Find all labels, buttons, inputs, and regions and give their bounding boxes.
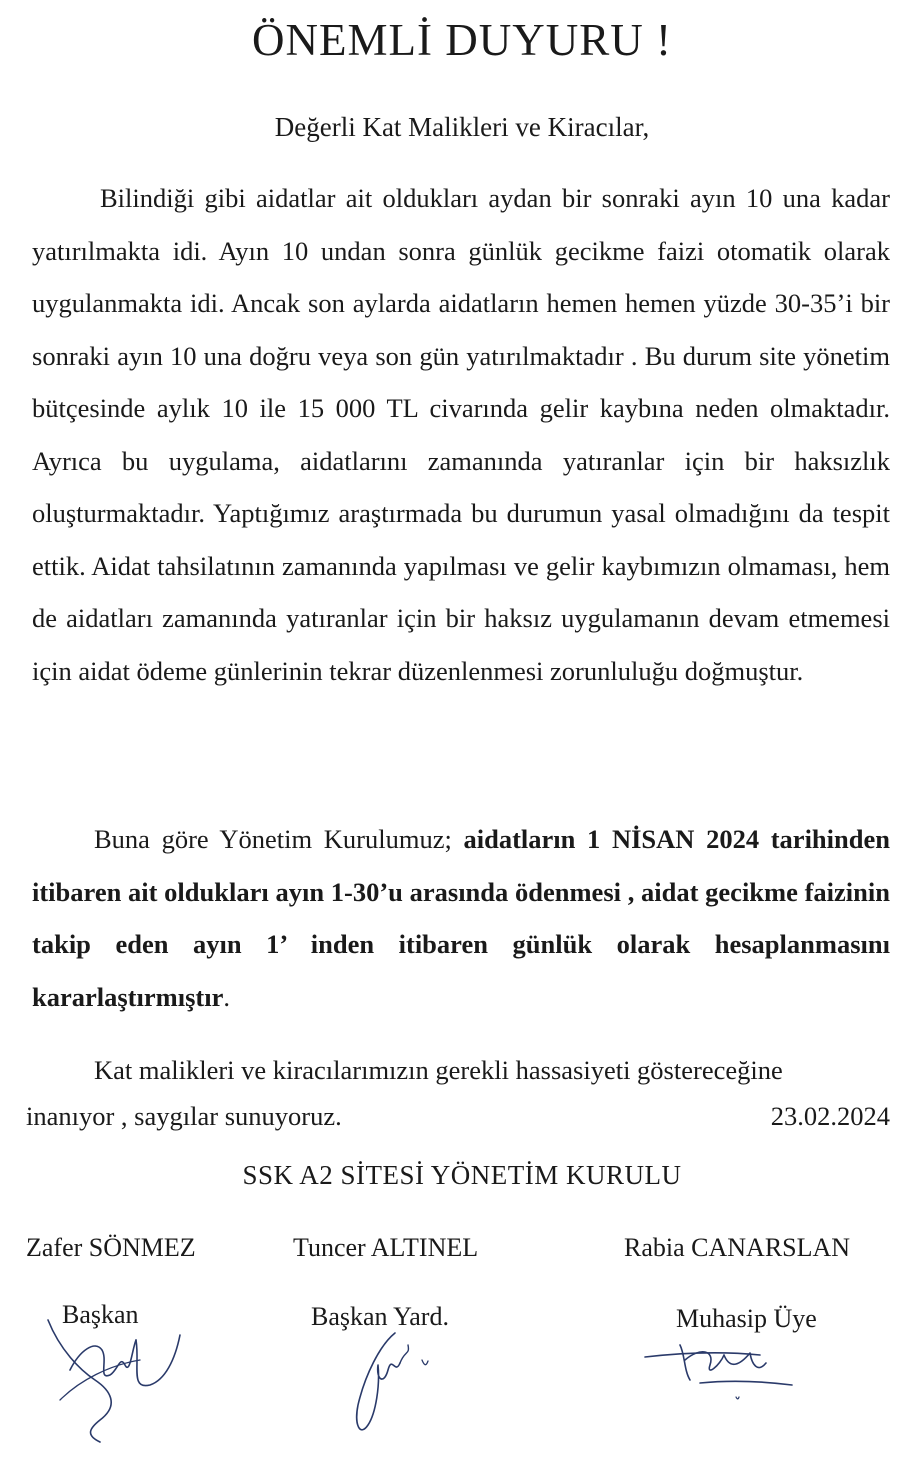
signatory-role-vice-president: Başkan Yard. — [311, 1302, 449, 1331]
body-paragraph-1: Bilindiği gibi aidatlar ait oldukları aydan bir sonraki ayın 10 una kadar yatırılmakta idi. Ayın 10 undan sonra günlük gecikme faizi otomatik olarak uygulanmakta idi. Ancak son aylarda aidatların hemen hemen yüzde 30-35’i bir sonraki ayın 10 una doğru veya son gün yatırılmaktadır . Bu durum site yönetim bütçesinde aylık 10 ile 15 000 TL civarında gelir kaybına neden olmaktadır. Ayrıca bu uygulama, aidatlarını zamanında yatıranlar için bir haksızlık oluşturmaktadır. Yaptığımız araştırmada bu durumun yasal olmadığını da tespit ettik. Aidat tahsilatının zamanında yapılması ve gelir kaybımızın olmaması, hem de aidatları zamanında yatıranlar için bir haksız uygulamanın devam etmemesi için aidat ödeme günlerinin tekrar düzenlenmesi zorunluluğu doğmuştur. — [32, 183, 890, 686]
decision-text: aidatların 1 NİSAN 2024 tarihinden itibaren ait oldukları ayın 1-30’u arasında ödenmesi , aidat gecikme faizinin takip eden ayın 1’ inden itibaren günlük olarak hesaplanmasını kararlaştırmıştır — [32, 824, 891, 1012]
closing-paragraph-line-1: Kat malikleri ve kiracılarımızın gerekli hassasiyeti göstereceğine — [94, 1055, 783, 1085]
signature-treasurer — [640, 1335, 800, 1405]
decision-end: . — [223, 981, 230, 1012]
body-paragraph-2 — [32, 813, 890, 1023]
salutation: Değerli Kat Malikleri ve Kiracılar, — [274, 112, 650, 142]
closing-paragraph-line-2: inanıyor , saygılar sunuyoruz. — [26, 1101, 342, 1131]
decision-intro: Buna göre Yönetim Kurulumuz; — [94, 824, 464, 854]
signature-president — [40, 1310, 200, 1450]
signatory-name-treasurer: Rabia CANARSLAN — [624, 1233, 851, 1262]
signatory-name-vice-president: Tuncer ALTINEL — [293, 1233, 479, 1262]
signatory-role-treasurer: Muhasip Üye — [676, 1304, 817, 1333]
signatory-name-president: Zafer SÖNMEZ — [26, 1233, 196, 1262]
board-name: SSK A2 SİTESİ YÖNETİM KURULU — [242, 1160, 682, 1190]
announcement-date: 23.02.2024 — [770, 1101, 890, 1131]
signature-vice-president — [340, 1325, 440, 1445]
signatory-role-president: Başkan — [62, 1300, 139, 1329]
announcement-title: ÖNEMLİ DUYURU ! — [252, 15, 672, 65]
